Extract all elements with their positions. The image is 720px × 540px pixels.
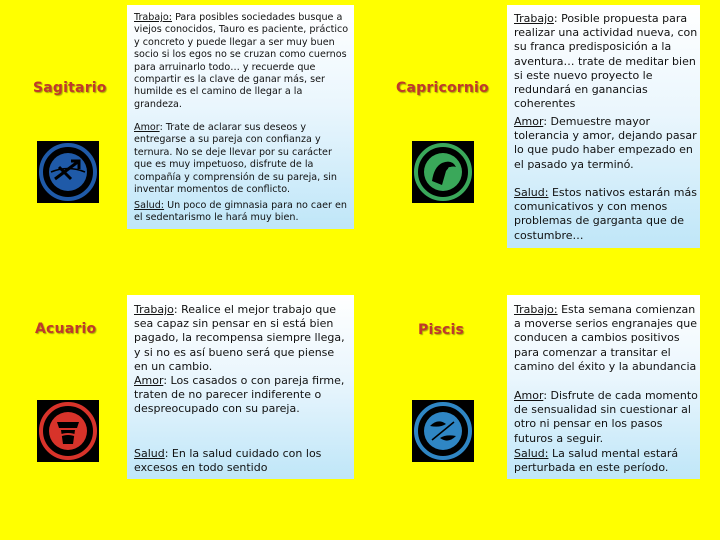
entry-salud-sagitario	[134, 200, 350, 225]
label-salud: Salud:	[514, 447, 549, 460]
text-amor: : Disfrute de cada momento de sensualidad sin cuestionar al otro ni pensar en los pasos futuros a seguir.	[514, 389, 698, 445]
text-salud: Estos nativos estarán más comunicativos y con menos problemas de garganta que de costumbre…	[514, 186, 697, 242]
entry-salud-capricornio	[514, 186, 700, 243]
sign-name-capricornio: Capricornio	[396, 80, 489, 96]
label-amor: Amor	[134, 122, 160, 133]
entry-amor-acuario	[134, 374, 350, 417]
text-amor: : Los casados o con pareja firme, traten de no parecer indiferente o despreocupado con su pareja.	[134, 374, 345, 416]
text-trabajo: Esta semana comienzan a moverse serios engranajes que conducen a cambios positivos para comenzar a transitar el camino del éxito y la abundancia	[514, 303, 697, 373]
label-trabajo: Trabajo:	[134, 12, 173, 23]
entry-trabajo-sagitario	[134, 12, 350, 111]
label-salud: Salud:	[134, 200, 165, 211]
label-salud: Salud:	[514, 186, 549, 199]
entry-trabajo-piscis	[514, 303, 700, 374]
label-trabajo: Trabajo:	[514, 303, 558, 316]
aquarius-icon	[37, 400, 99, 462]
sign-name-piscis: Piscis	[418, 322, 465, 338]
text-trabajo: : Realice el mejor trabajo que sea capaz sin pensar en si está bien pagado, la recompensa siempre llega, y si no es así bueno será que piense en un cambio.	[134, 303, 345, 373]
text-salud: Un poco de gimnasia para no caer en el sedentarismo le hará muy bien.	[134, 200, 347, 224]
entry-trabajo-acuario	[134, 303, 350, 374]
label-trabajo: Trabajo	[134, 303, 174, 316]
pisces-icon	[412, 400, 474, 462]
text-amor: : Trate de aclarar sus deseos y entregarse a su pareja con confianza y ternura. No se deje llevar por su carácter que es muy impetuoso, disfrute de la compañía y comprensión de su pareja, sin inventar momentos de conflicto.	[134, 122, 337, 196]
entry-salud-piscis	[514, 447, 700, 475]
label-amor: Amor	[134, 374, 164, 387]
label-trabajo: Trabajo	[514, 12, 554, 25]
label-amor: Amor	[514, 389, 544, 402]
text-salud: : En la salud cuidado con los excesos en todo sentido	[134, 447, 322, 475]
entry-amor-capricornio	[514, 115, 700, 172]
entry-amor-piscis	[514, 389, 700, 446]
entry-trabajo-capricornio	[514, 12, 700, 111]
entry-salud-acuario	[134, 447, 350, 475]
text-trabajo: Para posibles sociedades busque a viejos conocidos, Tauro es paciente, práctico y concreto y puede llegar a ser muy buen socio si los egos no se cruzan como cuernos para arruinarlo todo… y recuerde que compartir es la clave de ganar más, ser humilde es el camino de llegar a la grandeza.	[134, 12, 349, 110]
text-trabajo: : Posible propuesta para realizar una actividad nueva, con su franca predisposición a la aventura… trate de meditar bien si este nuevo proyecto le redundará en ganancias coherentes	[514, 12, 698, 111]
sign-name-acuario: Acuario	[35, 321, 97, 337]
sagittarius-icon	[37, 141, 99, 203]
sign-name-sagitario: Sagitario	[33, 80, 107, 96]
text-salud: La salud mental estará perturbada en este período.	[514, 447, 679, 475]
text-amor: : Demuestre mayor tolerancia y amor, dejando pasar lo que pudo haber empezado en el pasado ya terminó.	[514, 115, 697, 171]
label-amor: Amor	[514, 115, 544, 128]
label-salud: Salud	[134, 447, 165, 460]
capricorn-icon	[412, 141, 474, 203]
entry-amor-sagitario	[134, 122, 350, 196]
